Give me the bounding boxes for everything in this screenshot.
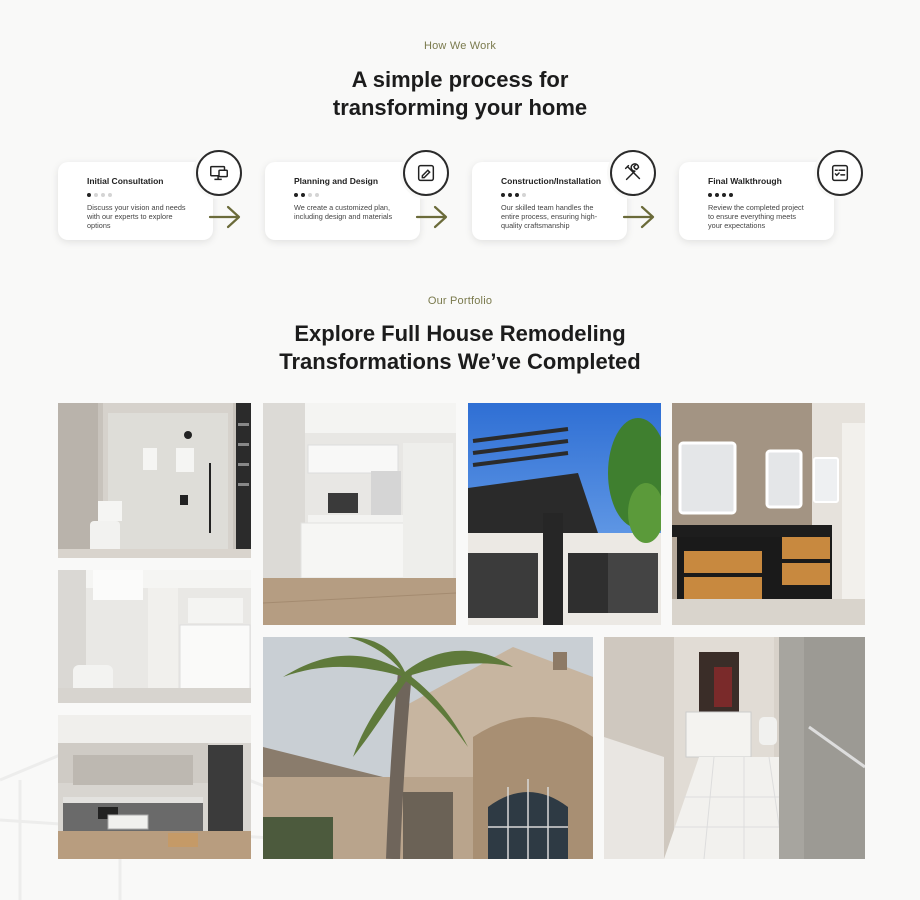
- process-step-consultation: [58, 150, 248, 242]
- step-description: Discuss your vision and needs with our experts to explore options: [87, 203, 186, 230]
- step-title: Final Walkthrough: [708, 176, 782, 186]
- step-title: Planning and Design: [294, 176, 379, 186]
- process-heading: A simple process for transforming your home: [332, 67, 588, 120]
- step-description: Review the completed project to ensure everything meets your expectations: [708, 203, 804, 230]
- bathroom-glass-shower-photo[interactable]: [58, 403, 251, 558]
- tools-icon: [610, 150, 656, 196]
- arrow-right-icon: [622, 202, 658, 232]
- palm-tree-house-photo[interactable]: [263, 637, 593, 859]
- step-card: [265, 162, 420, 240]
- step-progress-dots: [87, 193, 205, 197]
- process-step-construction: [472, 150, 662, 242]
- arrow-right-icon: [415, 202, 451, 232]
- kitchen-white-cabinets-photo[interactable]: [263, 403, 456, 625]
- step-title: Construction/Installation: [501, 176, 602, 186]
- step-title: Initial Consultation: [87, 176, 164, 186]
- step-progress-dots: [708, 193, 826, 197]
- process-step-walkthrough: [679, 150, 869, 242]
- exterior-balcony-photo[interactable]: [468, 403, 661, 625]
- step-progress-dots: [501, 193, 619, 197]
- process-eyebrow: How We Work: [423, 40, 497, 52]
- arrow-right-icon: [208, 202, 244, 232]
- step-card: [472, 162, 627, 240]
- step-card: [679, 162, 834, 240]
- white-bathroom-skylight-photo[interactable]: [58, 570, 251, 703]
- step-description: We create a customized plan, including design and materials: [294, 203, 393, 221]
- step-progress-dots: [294, 193, 412, 197]
- kitchen-renovation-photo[interactable]: [58, 715, 251, 859]
- step-card: [58, 162, 213, 240]
- portfolio-eyebrow: Our Portfolio: [427, 295, 493, 307]
- step-description: Our skilled team handles the entire process, ensuring high-quality craftsmanship: [501, 203, 598, 230]
- portfolio-heading: Explore Full House Remodeling Transformations We’ve Completed: [279, 321, 641, 374]
- checklist-icon: [817, 150, 863, 196]
- process-step-planning: [265, 150, 455, 242]
- hallway-bathroom-photo[interactable]: [604, 637, 865, 859]
- double-vanity-photo[interactable]: [672, 403, 865, 625]
- design-board-icon: [403, 150, 449, 196]
- video-call-icon: [196, 150, 242, 196]
